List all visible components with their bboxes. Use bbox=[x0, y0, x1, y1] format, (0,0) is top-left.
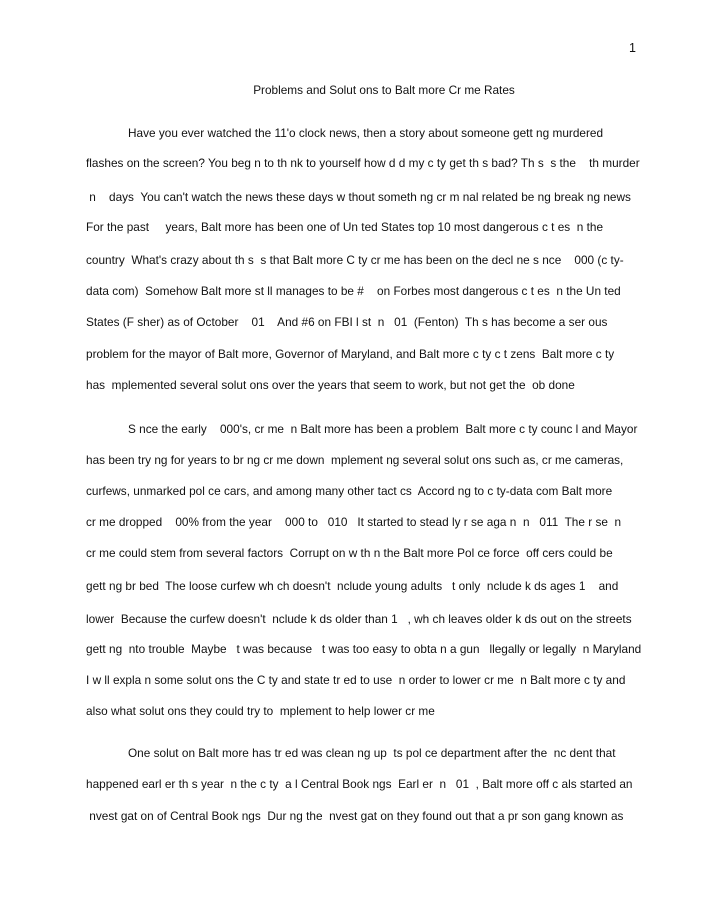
paragraph-2-line-10: also what solut ons they could try to mplement to help lower cr me bbox=[86, 704, 435, 718]
document-title: Problems and Solut ons to Balt more Cr me Rates bbox=[253, 83, 515, 97]
paragraph-1-line-8: problem for the mayor of Balt more, Governor of Maryland, and Balt more c ty c t zens Balt more c ty bbox=[86, 347, 615, 361]
paragraph-3-line-3: nvest gat on of Central Book ngs Dur ng the nvest gat on they found out that a pr son gang known as bbox=[86, 809, 624, 823]
paragraph-3-line-1: One solut on Balt more has tr ed was clean ng up ts pol ce department after the nc dent that bbox=[128, 746, 616, 760]
paragraph-1-line-4: For the past years, Balt more has been one of Un ted States top 10 most dangerous c t es n the bbox=[86, 220, 604, 234]
paragraph-2-line-5: cr me could stem from several factors Corrupt on w th n the Balt more Pol ce force off cers could be bbox=[86, 546, 613, 560]
paragraph-1-line-5: country What's crazy about th s s that Balt more C ty cr me has been on the decl ne s nce 000 (c ty- bbox=[86, 253, 624, 267]
paragraph-1-line-9: has mplemented several solut ons over the years that seem to work, but not get the ob done bbox=[86, 378, 575, 392]
page-number: 1 bbox=[629, 41, 636, 55]
paragraph-3-line-2: happened earl er th s year n the c ty a l Central Book ngs Earl er n 01 , Balt more off c als started an bbox=[86, 777, 633, 791]
paragraph-2-line-4: cr me dropped 00% from the year 000 to 010 It started to stead ly r se aga n n 011 The r se n bbox=[86, 515, 622, 529]
paragraph-2-line-1: S nce the early 000's, cr me n Balt more has been a problem Balt more c ty counc l and Mayor bbox=[128, 422, 638, 436]
paragraph-1-line-7: States (F sher) as of October 01 And #6 on FBI l st n 01 (Fenton) Th s has become a ser ous bbox=[86, 315, 608, 329]
paragraph-1-line-1: Have you ever watched the 11'o clock news, then a story about someone gett ng murdered bbox=[128, 126, 604, 140]
paragraph-2-line-9: I w ll expla n some solut ons the C ty and state tr ed to use n order to lower cr me n Balt more c ty and bbox=[86, 673, 626, 687]
paragraph-1-line-3: n days You can't watch the news these days w thout someth ng cr m nal related be ng break ng news bbox=[86, 190, 631, 204]
paragraph-2-line-6: gett ng br bed The loose curfew wh ch doesn't nclude young adults t only nclude k ds ages 1 and bbox=[86, 579, 619, 593]
paragraph-2-line-2: has been try ng for years to br ng cr me down mplement ng several solut ons such as, cr me cameras, bbox=[86, 453, 624, 467]
paragraph-1-line-6: data com) Somehow Balt more st ll manages to be # on Forbes most dangerous c t es n the Un ted bbox=[86, 284, 621, 298]
paragraph-1-line-2: flashes on the screen? You beg n to th nk to yourself how d d my c ty get th s bad? Th s s the th murder bbox=[86, 156, 640, 170]
paragraph-2-line-8: gett ng nto trouble Maybe t was because t was too easy to obta n a gun llegally or legally n Maryland bbox=[86, 642, 642, 656]
paragraph-2-line-3: curfews, unmarked pol ce cars, and among many other tact cs Accord ng to c ty-data com Balt more bbox=[86, 484, 613, 498]
paragraph-2-line-7: lower Because the curfew doesn't nclude k ds older than 1 , wh ch leaves older k ds out on the streets bbox=[86, 612, 632, 626]
